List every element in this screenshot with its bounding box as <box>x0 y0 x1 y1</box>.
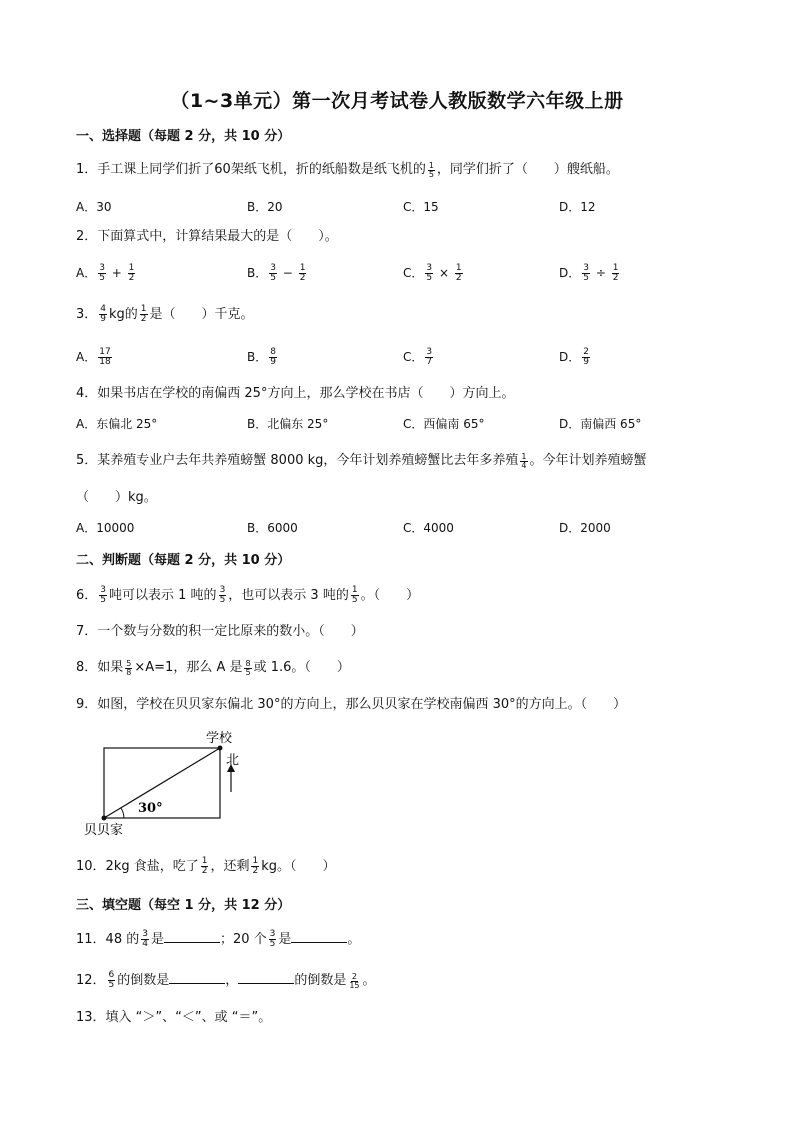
section-heading-choice: 一、选择题（每题 2 分，共 10 分） <box>76 129 291 144</box>
question-11: 11．48 的 $\frac{3}{4}$ 是 ；20 个 $\frac{3}{5}$ 是 。 <box>76 929 361 949</box>
option-d: D．南偏西 65° <box>559 417 642 431</box>
diagram-svg <box>76 728 276 840</box>
question-9: 9．如图，学校在贝贝家东偏北 30°的方向上，那么贝贝家在学校南偏西 30°的方向上。（ ） <box>76 697 627 712</box>
option-b: B．20 <box>247 200 283 214</box>
home-label: 贝贝家 <box>84 823 124 838</box>
option-a: A．10000 <box>76 521 135 535</box>
answer-blank[interactable] <box>238 971 294 984</box>
option-d: D．2000 <box>559 521 611 535</box>
option-a: A． $\frac{17}{18}$ <box>76 347 111 367</box>
question-5-line-2: （ ）kg。 <box>76 490 157 505</box>
fraction: $\frac{1}{2}$ <box>252 856 259 876</box>
fraction: $\frac{4}{9}$ <box>100 304 107 324</box>
option-c: C． $\frac{3}{5}$ × $\frac{1}{2}$ <box>403 263 462 283</box>
option-b: B． $\frac{3}{5}$ − $\frac{1}{2}$ <box>247 263 306 283</box>
option-d: D．12 <box>559 200 596 214</box>
fraction: $\frac{3}{5}$ <box>100 585 107 605</box>
question-7: 7．一个数与分数的积一定比原来的数小。（ ） <box>76 624 364 639</box>
question-4: 4．如果书店在学校的南偏西 25°方向上，那么学校在书店（ ）方向上。 <box>76 386 515 401</box>
fraction: $\frac{1}{5}$ <box>351 585 358 605</box>
section-heading-fill: 三、填空题（每空 1 分，共 12 分） <box>76 898 291 913</box>
school-label: 学校 <box>206 731 233 746</box>
fraction: $\frac{8}{5}$ <box>245 658 251 677</box>
question-4-options <box>76 414 736 434</box>
question-1-text-b: ，同学们折了（ ）艘纸船。 <box>436 162 619 177</box>
option-b: B． $\frac{8}{9}$ <box>247 347 276 367</box>
north-label: 北 <box>226 753 240 768</box>
option-b: B．北偏东 25° <box>247 417 329 431</box>
question-2: 2．下面算式中，计算结果最大的是（ ）。 <box>76 229 338 244</box>
question-5: 5．某养殖专业户去年共养殖螃蟹 8000 kg，今年计划养殖螃蟹比去年多养殖 $\frac{1}{4}$ 。今年计划养殖螃蟹 <box>76 451 647 470</box>
answer-blank[interactable] <box>291 930 347 943</box>
fraction: $\frac{1}{4}$ <box>521 451 527 470</box>
direction-diagram <box>76 728 276 840</box>
question-1-text-a: 1．手工课上同学们折了60架纸飞机，折的纸船数是纸飞机的 <box>76 162 426 177</box>
question-3: 3． $\frac{4}{9}$ kg的 $\frac{1}{2}$ 是（ ）千克。 <box>76 304 254 324</box>
option-d: D． $\frac{3}{5}$ ÷ $\frac{1}{2}$ <box>559 263 619 283</box>
question-1-options <box>76 197 736 217</box>
fraction: $\frac{1}{2}$ <box>140 304 147 324</box>
fraction: $\frac{3}{4}$ <box>142 929 148 949</box>
question-3-options <box>76 347 736 367</box>
fraction: $\frac{3}{5}$ <box>269 929 276 949</box>
option-c: C． $\frac{3}{7}$ <box>403 347 433 367</box>
option-c: C．西偏南 65° <box>403 417 485 431</box>
fraction: $\frac{3}{5}$ <box>219 585 226 605</box>
angle-arc <box>121 808 124 818</box>
fraction: $\frac{2}{15}$ <box>349 971 360 990</box>
question-12: 12． $\frac{6}{5}$ 的倒数是 ， 的倒数是 $\frac{2}{15}$ 。 <box>76 970 376 990</box>
section-heading-judgement: 二、判断题（每题 2 分，共 10 分） <box>76 553 291 568</box>
option-c: C．4000 <box>403 521 454 535</box>
fraction: $\frac{6}{5}$ <box>108 970 115 990</box>
angle-label: 30° <box>138 801 163 816</box>
question-1 <box>76 160 619 180</box>
option-d: D． $\frac{2}{9}$ <box>559 347 589 367</box>
option-c: C．15 <box>403 200 439 214</box>
question-2-options <box>76 263 736 283</box>
answer-blank[interactable] <box>169 971 225 984</box>
school-point <box>218 746 223 751</box>
fraction: $\frac{5}{8}$ <box>126 658 132 677</box>
option-b: B．6000 <box>247 521 298 535</box>
question-13: 13．填入 “＞”、“＜”、或 “＝”。 <box>76 1010 272 1025</box>
question-8: 8．如果 $\frac{5}{8}$ ×A=1，那么 A 是 $\frac{8}{5}$ 或 1.6。（ ） <box>76 658 350 677</box>
question-5-options <box>76 518 736 538</box>
option-a: A． $\frac{3}{5}$ + $\frac{1}{2}$ <box>76 263 135 283</box>
question-10: 10．2kg 食盐，吃了 $\frac{1}{2}$ ，还剩 $\frac{1}{2}$ kg。（ ） <box>76 856 336 876</box>
answer-blank[interactable] <box>164 930 220 943</box>
option-a: A．东偏北 25° <box>76 417 158 431</box>
home-point <box>102 816 107 821</box>
page-title: （1~3单元）第一次月考试卷人教版数学六年级上册 <box>170 90 624 112</box>
fraction: $\frac{1}{2}$ <box>201 856 208 876</box>
fraction: $\frac{1}{5}$ <box>428 160 434 179</box>
option-a: A．30 <box>76 200 112 214</box>
question-6: 6． $\frac{3}{5}$ 吨可以表示 1 吨的 $\frac{3}{5}$ ，也可以表示 3 吨的 $\frac{1}{5}$ 。（ ） <box>76 585 420 605</box>
